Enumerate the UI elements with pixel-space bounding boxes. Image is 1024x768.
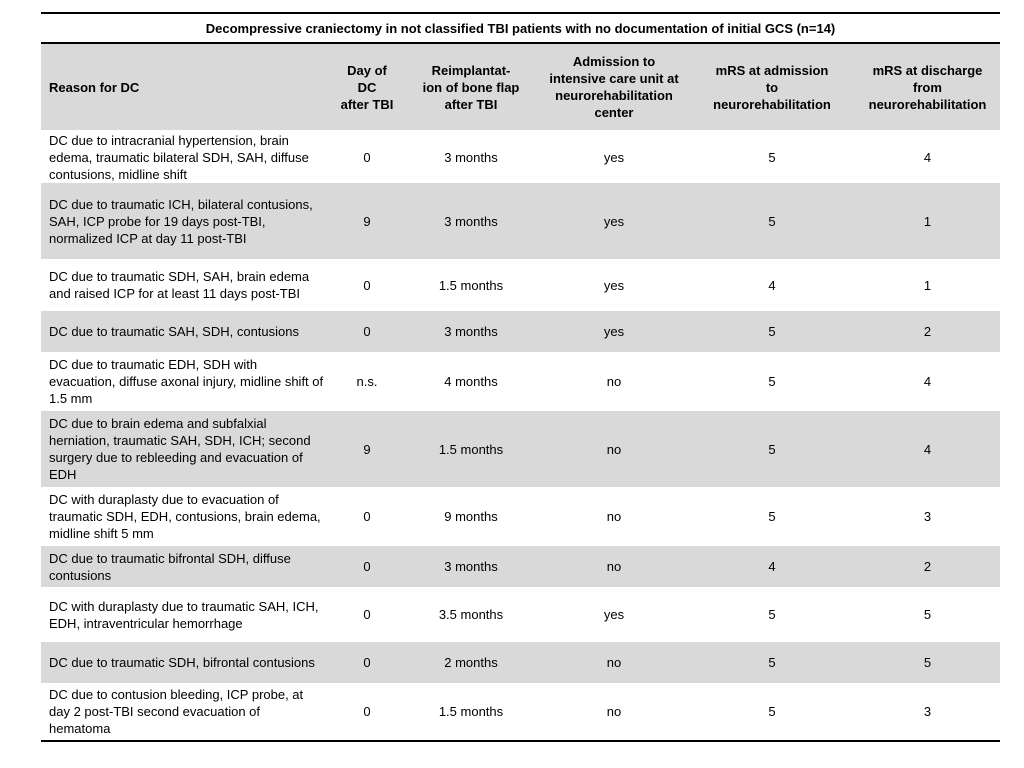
reimplantation-cell: 3 months [444, 559, 498, 574]
reason-cell: DC due to traumatic ICH, bilateral contusions, SAH, ICP probe for 19 days post-TBI, normalized ICP at day 11 post-TBI [49, 196, 313, 246]
mrs-admission-cell: 4 [768, 277, 776, 293]
reason-cell: DC due to traumatic SDH, SAH, brain edema and raised ICP for at least 11 days post-TBI [49, 269, 310, 301]
mrs-discharge-cell: 2 [923, 559, 932, 574]
table-row [41, 642, 1000, 683]
reason-cell: DC due to contusion bleeding, ICP probe, at day 2 post-TBI second evacuation of hematoma [49, 687, 304, 736]
mrs-admission-cell: 5 [768, 441, 776, 457]
reason-cell: DC with duraplasty due to evacuation of traumatic SDH, EDH, contusions, brain edema, midline shift 5 mm [49, 492, 321, 541]
icu-admission-cell: no [606, 441, 622, 457]
mrs-discharge-cell: 4 [923, 149, 932, 165]
day-of-dc-cell: n.s. [356, 374, 378, 389]
reason-cell: DC due to brain edema and subfalxial herniation, traumatic SAH, SDH, ICH; second surgery due to rebleeding and evacuation of EDH [49, 416, 311, 482]
mrs-admission-cell: 5 [768, 509, 776, 524]
mrs-discharge-cell: 4 [923, 374, 932, 389]
mrs-discharge-cell: 4 [923, 441, 932, 457]
table-header-row [41, 44, 1000, 131]
day-of-dc-cell: 0 [363, 324, 371, 339]
mrs-discharge-cell: 5 [923, 607, 932, 622]
table-row [41, 587, 1000, 642]
icu-admission-cell: yes [603, 213, 625, 229]
reason-cell: DC due to traumatic EDH, SDH with evacuation, diffuse axonal injury, midline shift of 1.5 mm [49, 357, 324, 406]
dc-table [41, 12, 1000, 742]
reimplantation-cell: 4 months [444, 374, 498, 389]
reimplantation-cell: 3.5 months [438, 607, 504, 622]
reimplantation-cell: 3 months [444, 324, 498, 339]
table-row [41, 411, 1000, 487]
header-mrs-admission: mRS at admission to neurorehabilitation [713, 62, 831, 112]
header-mrs-discharge: mRS at discharge from neurorehabilitation [868, 62, 987, 112]
reimplantation-cell: 3 months [444, 213, 498, 229]
icu-admission-cell: yes [603, 607, 625, 622]
table-row [41, 352, 1000, 411]
mrs-discharge-cell: 1 [923, 277, 932, 293]
table-row [41, 487, 1000, 546]
mrs-admission-cell: 5 [768, 324, 776, 339]
table-row [41, 546, 1000, 587]
day-of-dc-cell: 0 [363, 607, 371, 622]
table-row [41, 183, 1000, 259]
day-of-dc-cell: 0 [363, 655, 371, 670]
mrs-admission-cell: 5 [768, 607, 776, 622]
day-of-dc-cell: 9 [363, 213, 371, 229]
day-of-dc-cell: 0 [363, 277, 371, 293]
mrs-admission-cell: 5 [768, 149, 776, 165]
header-icu-admission: Admission to intensive care unit at neurorehabilitation center [549, 54, 679, 120]
day-of-dc-cell: 0 [363, 704, 371, 719]
table-row [41, 311, 1000, 352]
mrs-discharge-cell: 3 [923, 509, 932, 524]
header-reason-for-dc: Reason for DC [49, 79, 140, 95]
mrs-admission-cell: 4 [768, 559, 776, 574]
table-row [41, 683, 1000, 742]
mrs-discharge-cell: 3 [923, 704, 932, 719]
day-of-dc-cell: 9 [363, 441, 371, 457]
icu-admission-cell: no [606, 374, 622, 389]
icu-admission-cell: no [606, 655, 622, 670]
header-day-of-dc: Day of DC after TBI [340, 62, 394, 112]
table-row [41, 259, 1000, 311]
icu-admission-cell: yes [603, 277, 625, 293]
icu-admission-cell: no [606, 704, 622, 719]
icu-admission-cell: no [606, 559, 622, 574]
mrs-discharge-cell: 5 [923, 655, 932, 670]
reason-cell: DC due to traumatic SDH, bifrontal contusions [49, 655, 315, 670]
mrs-discharge-cell: 1 [923, 213, 932, 229]
mrs-admission-cell: 5 [768, 213, 776, 229]
reimplantation-cell: 1.5 months [438, 441, 504, 457]
reason-cell: DC due to intracranial hypertension, brain edema, traumatic bilateral SDH, SAH, diffuse contusions, midline shift [49, 132, 309, 182]
reason-cell: DC with duraplasty due to traumatic SAH, ICH, EDH, intraventricular hemorrhage [49, 598, 319, 631]
reimplantation-cell: 2 months [444, 655, 498, 670]
mrs-admission-cell: 5 [768, 374, 776, 389]
mrs-admission-cell: 5 [768, 704, 776, 719]
mrs-admission-cell: 5 [768, 655, 776, 670]
day-of-dc-cell: 0 [363, 509, 371, 524]
reimplantation-cell: 9 months [444, 509, 498, 524]
reimplantation-cell: 3 months [444, 149, 498, 165]
icu-admission-cell: no [606, 509, 622, 524]
reason-cell: DC due to traumatic SAH, SDH, contusions [49, 324, 299, 339]
icu-admission-cell: yes [603, 149, 625, 165]
header-reimplantation: Reimplantat- ion of bone flap after TBI [422, 62, 520, 112]
reason-cell: DC due to traumatic bifrontal SDH, diffuse contusions [49, 550, 291, 583]
day-of-dc-cell: 0 [363, 149, 371, 165]
day-of-dc-cell: 0 [363, 559, 371, 574]
table-body [41, 131, 1000, 742]
table-title: Decompressive craniectomy in not classified TBI patients with no documentation of initial GCS (n=14) [41, 12, 1000, 44]
icu-admission-cell: yes [603, 324, 625, 339]
reimplantation-cell: 1.5 months [438, 704, 504, 719]
mrs-discharge-cell: 2 [923, 324, 932, 339]
table-row [41, 131, 1000, 183]
reimplantation-cell: 1.5 months [438, 277, 504, 293]
